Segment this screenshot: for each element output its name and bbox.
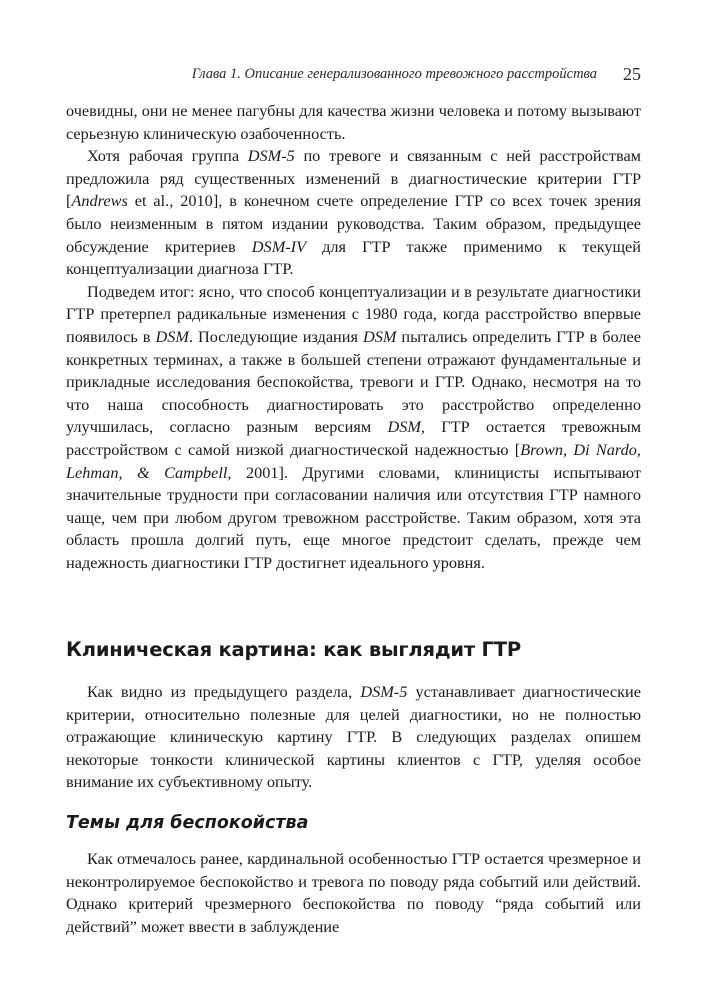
running-title: Глава 1. Описание генерализованного тревожного расстройства [191, 66, 597, 82]
paragraph-summary [66, 281, 641, 575]
subsection-heading: Темы для беспокойства [66, 813, 309, 833]
paragraph-text: очевидны, они не менее пагубны для качества жизни человека и потому вызывают серьезную клиническую озабоченность. [66, 101, 641, 143]
body-text-block-2 [66, 681, 641, 794]
paragraph-worry-topics [66, 848, 641, 938]
italic-citation-author: Andrews [71, 191, 128, 211]
page-number: 25 [623, 64, 641, 84]
text-run: Подведем итог: ясно, что способ концептуализации и в результате диагностики ГТР претерпел радикальные изменения с 1980 года, когда расстройство впервые появилось в [66, 281, 641, 346]
text-run: для ГТР также применимо к текущей концептуализации диагноза ГТР. [66, 236, 641, 279]
italic-dsm5: DSM-5 [247, 146, 295, 166]
text-run: устанавливает диагностические критерии, относительно полезные для целей диагностики, но не полностью отражающие клиническую картину ГТР. В следующих разделах опишем некоторые тонкости клинической картины клиентов с ГТР, уделяя особое внимание их субъективному опыту. [66, 682, 641, 792]
running-header [66, 66, 641, 86]
italic-dsm-iv: DSM-IV [251, 236, 307, 256]
italic-citation-authors: Brown, Di Nardo, Lehman, & Campbell, [66, 439, 641, 482]
section-heading: Клиническая картина: как выглядит ГТР [66, 638, 521, 661]
italic-dsm: DSM [362, 326, 397, 346]
body-text-block-3 [66, 848, 641, 938]
text-run: et al., 2010], в конечном счете определение ГТР со всех точек зрения было неизменным в пятом издании руководства. Таким образом, предыдущее обсуждение критериев [66, 191, 641, 256]
text-run: Хотя рабочая группа [87, 146, 248, 166]
paragraph-clinical-picture [66, 681, 641, 794]
paragraph-text: Как отмечалось ранее, кардинальной особенностью ГТР остается чрезмерное и неконтролируемое беспокойство и тревога по поводу ряда событий или действий. Однако критерий чрезмерного беспокойства по поводу “ряда событий или действий” может ввести в заблуждение [66, 849, 641, 936]
text-run: . Последующие издания [188, 326, 363, 346]
italic-dsm: DSM [155, 326, 189, 346]
italic-dsm5: DSM-5 [360, 682, 408, 701]
paragraph-continued [66, 100, 641, 145]
text-run: ГТР остается тревожным расстройством с самой низкой диагностической надежностью [ [66, 417, 641, 459]
text-run: 2001]. Другими словами, клиницисты испытывают значительные трудности при согласовании наличия или отсутствия ГТР намного чаще, чем при любом другом тревожном расстройстве. Таким образом, хотя эта область прошла долгий путь, еще многое предстоит сделать, прежде чем надежность диагностики ГТР достигнет идеального уровня. [66, 462, 641, 572]
text-run: Как видно из предыдущего раздела, [87, 682, 361, 701]
text-run: по тревоге и связанным с ней расстройствам предложила ряд существенных изменений в диагностические критерии ГТР [ [66, 146, 641, 211]
paragraph-dsm5-working-group [66, 145, 641, 281]
body-text-block-1 [66, 100, 641, 574]
text-run: пытались определить ГТР в более конкретных терминах, а также в большей степени отражают фундаментальные и прикладные исследования беспокойства, тревоги и ГТР. Однако, несмотря на то что наша способность диагностировать это расстройство определенно улучшилась, согласно разным версиям [66, 326, 641, 437]
italic-dsm: DSM, [387, 417, 425, 437]
